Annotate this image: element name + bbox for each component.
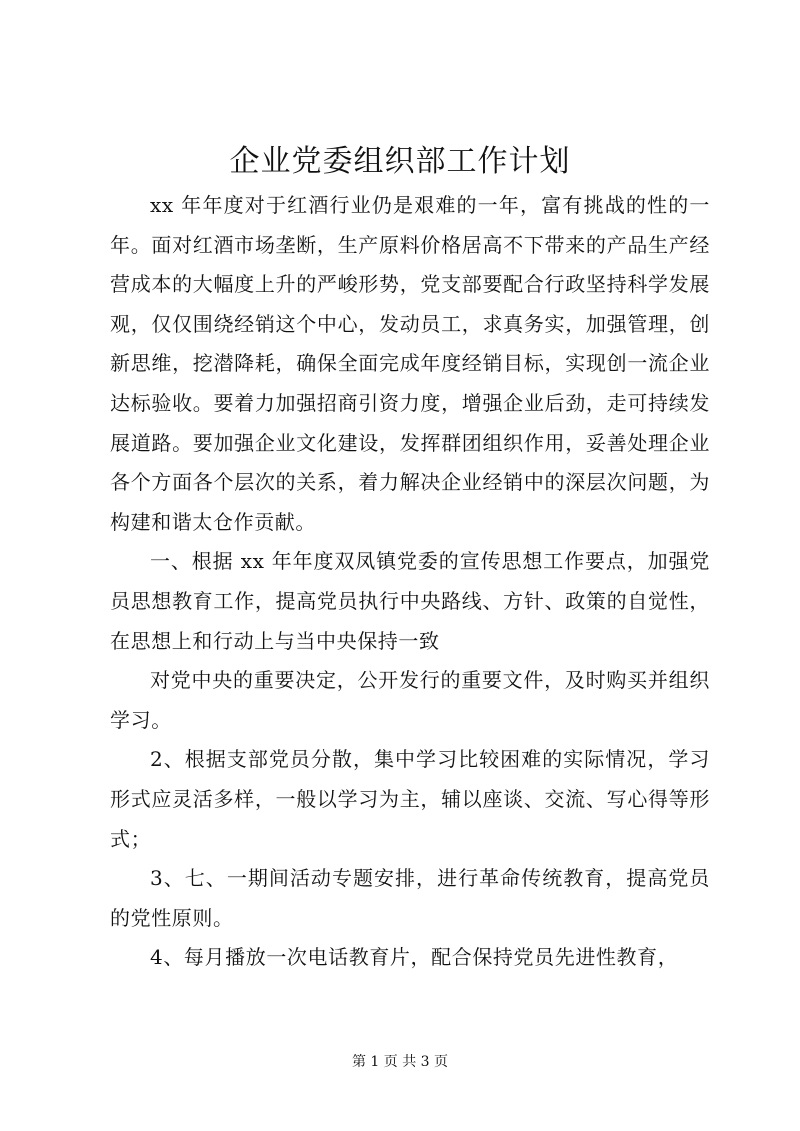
document-body xyxy=(110,186,710,978)
paragraph-item-4: 4、每月播放一次电话教育片，配合保持党员先进性教育， xyxy=(150,945,679,970)
document-title: 企业党委组织部工作计划 xyxy=(229,144,571,179)
page-number-footer: 第 1 页 共 3 页 xyxy=(351,1054,449,1070)
paragraph-section-1: 一、根据 xx 年年度双凤镇党委的宣传思想工作要点，加强党员思想教育工作，提高党员执行中央路线、方针、政策的自觉性，在思想上和行动上与当中央保持一致 xyxy=(110,549,710,653)
paragraph-item-1: 对党中央的重要决定，公开发行的重要文件，及时购买并组织学习。 xyxy=(110,668,710,732)
paragraph-item-3: 3、七、一期间活动专题安排，进行革命传统教育，提高党员的党性原则。 xyxy=(110,866,710,930)
paragraph-item-2: 2、根据支部党员分散，集中学习比较困难的实际情况，学习形式应灵活多样，一般以学习为主，辅以座谈、交流、写心得等形式； xyxy=(110,747,710,851)
paragraph-intro: xx 年年度对于红酒行业仍是艰难的一年，富有挑战的性的一年。面对红酒市场垄断，生产原料价格居高不下带来的产品生产经营成本的大幅度上升的严峻形势，党支部要配合行政坚持科学发展观，仅仅围绕经销这个中心，发动员工，求真务实，加强管理，创新思维，挖潜降耗，确保全面完成年度经销目标，实现创一流企业达标验收。要着力加强招商引资力度，增强企业后劲，走可持续发展道路。要加强企业文化建设，发挥群团组织作用，妥善处理企业各个方面各个层次的关系，着力解决企业经销中的深层次问题，为构建和谐太仓作贡献。 xyxy=(110,193,710,534)
